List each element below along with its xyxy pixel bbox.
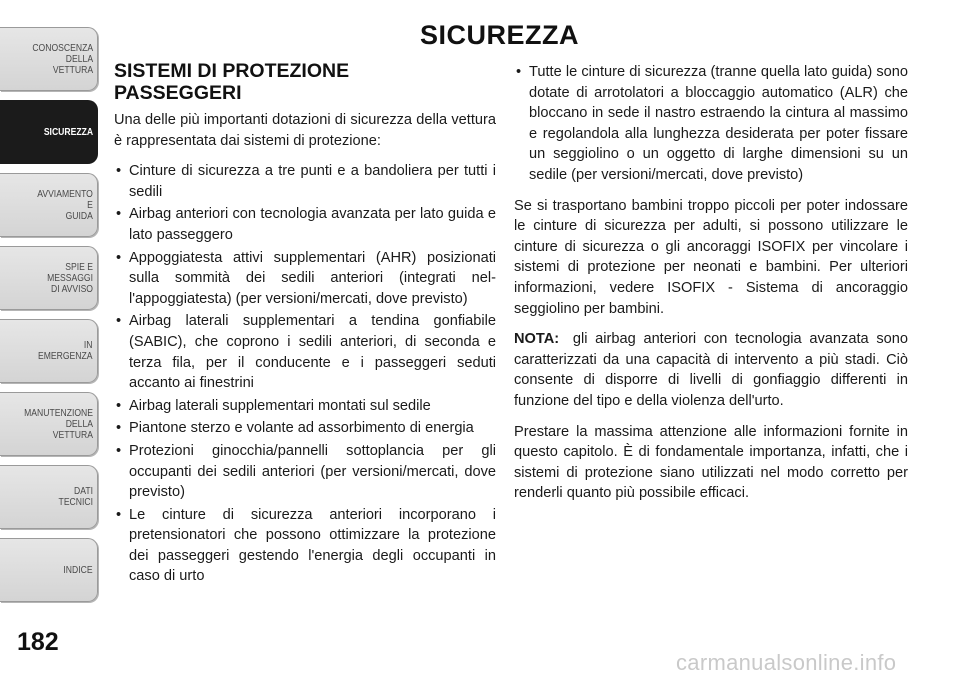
section-heading (114, 60, 496, 104)
left-column (114, 60, 496, 597)
attention-paragraph: Prestare la massima attenzione alle informazioni fornite in questo capitolo. È di fondamentale importanza, infatti, che i sistemi di protezione siano utilizzati nel modo corretto per renderli quanto più possibile efficaci. (514, 423, 908, 502)
seatbelt-list (514, 62, 908, 186)
intro-paragraph: Una delle più importanti dotazioni di sicurezza della vettura è rappresentata dai sistemi di protezione: (114, 112, 496, 149)
tab-label: SPIE E MESSAGGI DI AVVISO (47, 260, 93, 295)
list-item: • Cinture di sicurezza a tre punti e a bandoliera per tutti i sedili (114, 161, 496, 202)
note-label: NOTA: (514, 331, 560, 348)
tab-label: INDICE (63, 563, 93, 576)
tab-dati-tecnici[interactable] (0, 465, 98, 529)
list-item: • Appoggiatesta attivi supplementari (AHR) posizionati sulla sommità dei sedili anteriori (integrati nel-l'appoggiatesta) (per versioni/mercati, dove previsto) (114, 248, 496, 310)
note-text: gli airbag anteriori con tecnologia avanzata sono caratterizzati da una capacità di intervento a più stadi. Ciò consente di disporre di livelli di gonfiaggio differenti in funzione del tipo e della violenza dell'urto. (514, 331, 908, 409)
watermark: carmanualsonline.info (676, 650, 897, 675)
tab-spie-e-messaggi[interactable] (0, 246, 98, 310)
tab-label: AVVIAMENTO E GUIDA (37, 187, 93, 222)
note-paragraph (514, 329, 908, 411)
protection-systems-list (114, 161, 496, 587)
tab-sicurezza[interactable] (0, 100, 98, 164)
tab-conoscenza-della-vettura[interactable] (0, 27, 98, 91)
tab-label: MANUTENZIONE DELLA VETTURA (24, 406, 93, 441)
page-number: 182 (17, 628, 59, 656)
tab-label: SICUREZZA (43, 125, 93, 138)
list-item: • Piantone sterzo e volante ad assorbimento di energia (114, 418, 496, 439)
tab-in-emergenza[interactable] (0, 319, 98, 383)
tab-indice[interactable] (0, 538, 98, 602)
heading-line-1: SISTEMI DI PROTEZIONE (114, 60, 350, 82)
tab-avviamento-e-guida[interactable] (0, 173, 98, 237)
chapter-tabs (0, 27, 98, 611)
list-item: • Protezioni ginocchia/pannelli sottoplancia per gli occupanti dei sedili anteriori (per versioni/mercati, dove previsto) (114, 441, 496, 503)
list-item: • Le cinture di sicurezza anteriori incorporano i pretensionatori che possono ottimizzare la protezione dei passeggeri gestendo l'energia degli occupanti in caso di urto (114, 505, 496, 587)
list-item: • Tutte le cinture di sicurezza (tranne quella lato guida) sono dotate di arrotolatori a bloccaggio automatico (ALR) che bloccano in sede il nastro estraendo la cintura al massimo e regolandola alla lunghezza desiderata per poter fissare un seggiolino o un oggetto di larghe dimensioni su un sedile (per versioni/mercati, dove previsto) (514, 62, 908, 186)
heading-line-2: PASSEGGERI (114, 82, 242, 104)
right-column (514, 62, 908, 514)
page-title: SICUREZZA (420, 20, 579, 50)
tab-label: IN EMERGENZA (38, 339, 93, 362)
list-item: • Airbag laterali supplementari a tendina gonfiabile (SABIC), che coprono i sedili anteriori, di seconda e terza fila, per il conducente e i passeggeri seduti accanto ai finestrini (114, 311, 496, 393)
child-restraint-paragraph: Se si trasportano bambini troppo piccoli per poter indossare le cinture di sicurezza per adulti, si possono utilizzare le cinture di sicurezza o gli ancoraggi ISOFIX per vincolare i sistemi di protezione per neonati e bambini. Per ulteriori informazioni, vedere ISOFIX - Sistema di ancoraggio seggiolino per bambini. (514, 197, 908, 317)
tab-label: DATI TECNICI (58, 485, 93, 508)
list-item: • Airbag anteriori con tecnologia avanzata per lato guida e lato passeggero (114, 204, 496, 245)
list-item: • Airbag laterali supplementari montati sul sedile (114, 396, 496, 417)
tab-manutenzione-della-vettura[interactable] (0, 392, 98, 456)
tab-label: CONOSCENZA DELLA VETTURA (32, 41, 93, 76)
